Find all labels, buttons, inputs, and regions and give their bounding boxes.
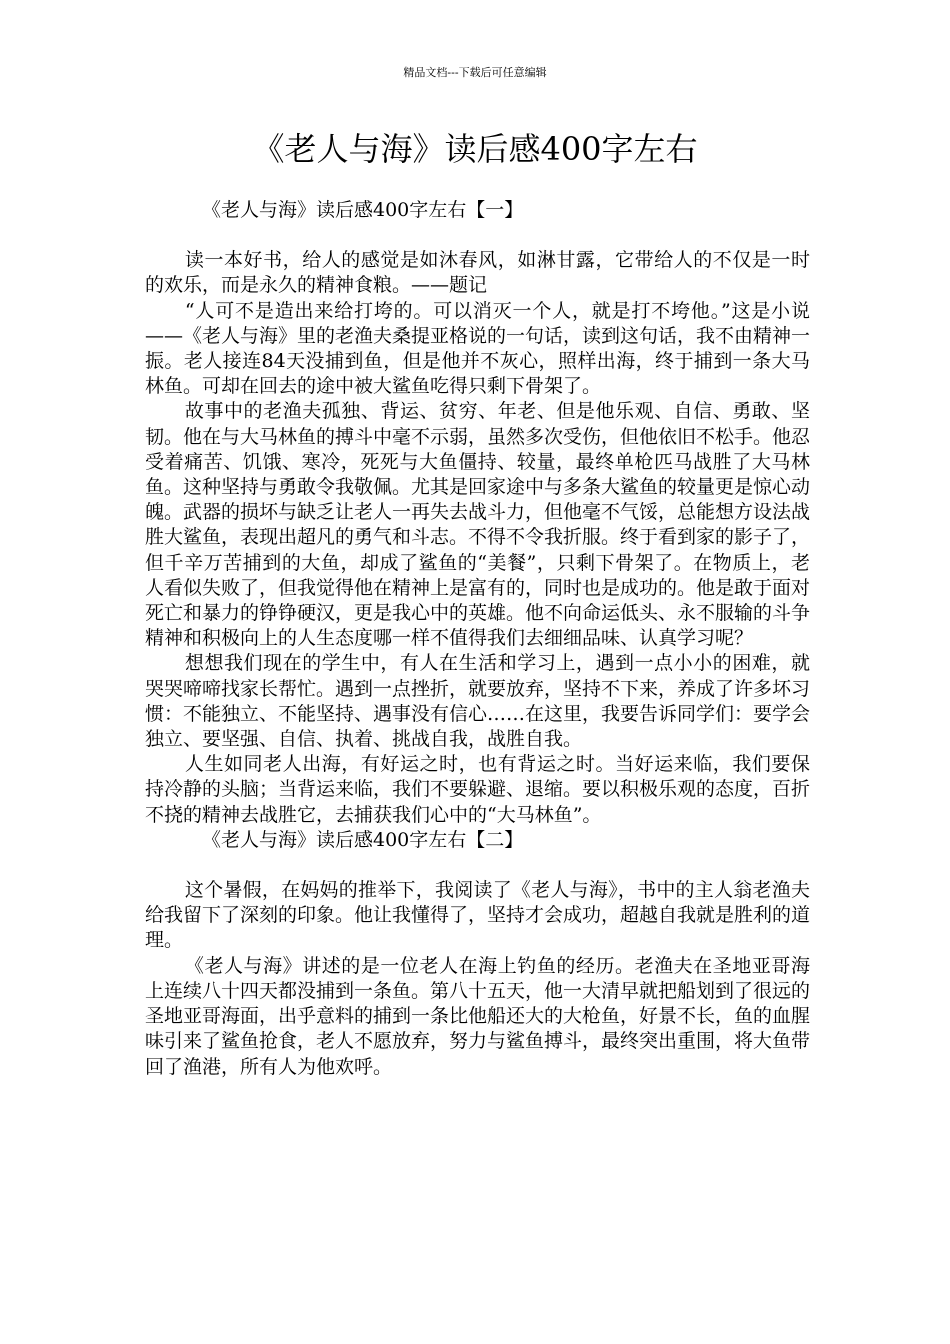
document-body — [145, 198, 810, 1080]
section-heading-2: 《老人与海》读后感400字左右【二】 — [202, 828, 524, 851]
paragraph: 人生如同老人出海，有好运之时，也有背运之时。当好运来临，我们要保持冷静的头脑；当背运来临，我们不要躲避、退缩。要以积极乐观的态度，百折不挠的精神去战胜它，去捕获我们心中的“大马林鱼”。 — [145, 753, 811, 826]
paragraph: “人可不是造出来给打垮的。可以消灭一个人，就是打不垮他。”这是小说——《老人与海》里的老渔夫桑提亚格说的一句话，读到这句话，我不由精神一振。老人接连84天没捕到鱼，但是他并不灰心，照样出海，终于捕到一条大马林鱼。可却在回去的途中被大鲨鱼吃得只剩下骨架了。 — [145, 299, 811, 398]
paragraph: 读一本好书，给人的感觉是如沐春风，如淋甘露，它带给人的不仅是一时的欢乐，而是永久的精神食粮。——题记 — [145, 249, 810, 297]
header-note: 精品文档---下载后可任意编辑 — [403, 66, 547, 79]
paragraph: 这个暑假，在妈妈的推举下，我阅读了《老人与海》，书中的主人翁老渔夫给我留下了深刻的印象。他让我懂得了，坚持才会成功，超越自我就是胜利的道理。 — [145, 879, 811, 952]
section-heading-1: 《老人与海》读后感400字左右【一】 — [202, 199, 524, 221]
paragraph: 想想我们现在的学生中，有人在生活和学习上，遇到一点小小的困难，就哭哭啼啼找家长帮忙。遇到一点挫折，就要放弃，坚持不下来，养成了许多坏习惯：不能独立、不能坚持、遇事没有信心……在这里，我要告诉同学们：要学会独立、要坚强、自信、执着、挑战自我，战胜自我。 — [145, 652, 811, 751]
paragraph: 故事中的老渔夫孤独、背运、贫穷、年老、但是他乐观、自信、勇敢、坚韧。他在与大马林鱼的搏斗中毫不示弱，虽然多次受伤，但他依旧不松手。他忍受着痛苦、饥饿、寒冷，死死与大鱼僵持、较量，最终单枪匹马战胜了大马林鱼。这种坚持与勇敢令我敬佩。尤其是回家途中与多条大鲨鱼的较量更是惊心动魄。武器的损坏与缺乏让老人一再失去战斗力，但他毫不气馁，总能想方设法战胜大鲨鱼，表现出超凡的勇气和斗志。不得不令我折服。终于看到家的影子了，但千辛万苦捕到的大鱼，却成了鲨鱼的“美餐”，只剩下骨架了。在物质上，老人看似失败了，但我觉得他在精神上是富有的，同时也是成功的。他是敢于面对死亡和暴力的铮铮硬汉，更是我心中的英雄。他不向命运低头、永不服输的斗争精神和积极向上的人生态度哪一样不值得我们去细细品味、认真学习呢？ — [145, 400, 811, 650]
document-title: 《老人与海》读后感400字左右 — [252, 130, 698, 168]
paragraph: 《老人与海》讲述的是一位老人在海上钓鱼的经历。老渔夫在圣地亚哥海上连续八十四天都没捕到一条鱼。第八十五天，他一大清早就把船划到了很远的圣地亚哥海面，出乎意料的捕到一条比他船还大的大枪鱼，好景不长，鱼的血腥味引来了鲨鱼抢食，老人不愿放弃，努力与鲨鱼搏斗，最终突出重围，将大鱼带回了渔港，所有人为他欢呼。 — [145, 954, 811, 1078]
